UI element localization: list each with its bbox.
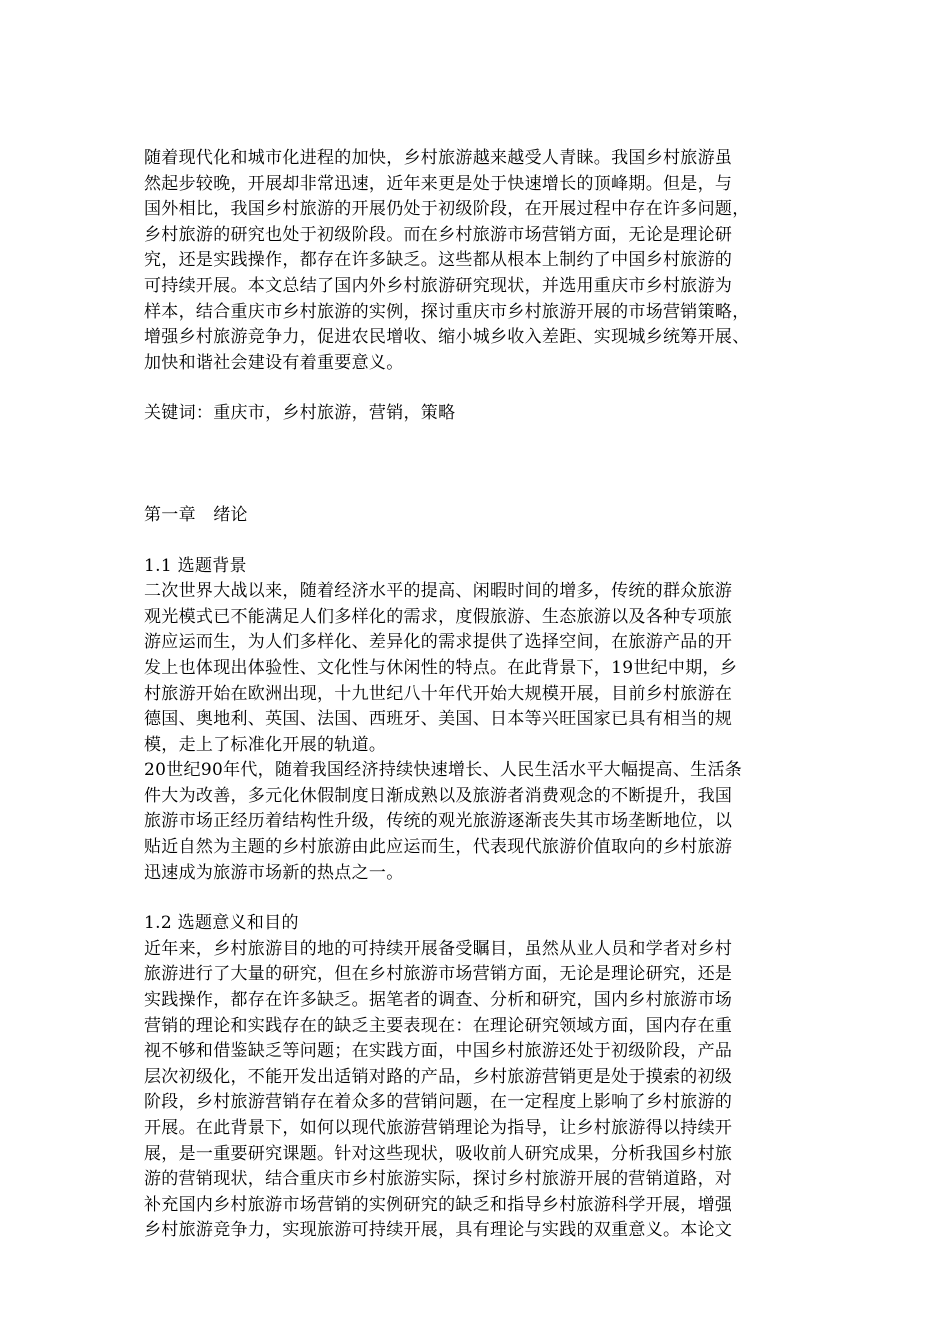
paragraph-line: 贴近自然为主题的乡村旅游由此应运而生，代表现代旅游价值取向的乡村旅游: [144, 837, 733, 858]
paragraph-line: 营销的理论和实践存在的缺乏主要表现在：在理论研究领域方面，国内存在重: [144, 1015, 733, 1036]
paragraph-line: 德国、奥地利、英国、法国、西班牙、美国、日本等兴旺国家已具有相当的规: [144, 709, 733, 730]
paragraph-line: 件大为改善，多元化休假制度日渐成熟以及旅游者消费观念的不断提升，我国: [144, 785, 733, 806]
abstract-line: 随着现代化和城市化进程的加快，乡村旅游越来越受人青睐。我国乡村旅游虽: [144, 148, 733, 168]
paragraph-line: 层次初级化，不能开发出适销对路的产品，乡村旅游营销更是处于摸索的初级: [144, 1066, 733, 1087]
section-1-1-paragraph-1: [144, 579, 812, 758]
paragraph-line: 乡村旅游竞争力，实现旅游可持续开展，具有理论与实践的双重意义。本论文: [144, 1220, 733, 1241]
paragraph-line: 开展。在此背景下，如何以现代旅游营销理论为指导，让乡村旅游得以持续开: [144, 1118, 733, 1138]
paragraph-line: 视不够和借鉴缺乏等问题；在实践方面，中国乡村旅游还处于初级阶段，产品: [144, 1041, 733, 1062]
paragraph-line: 发上也体现出体验性、文化性与休闲性的特点。在此背景下，19世纪中期，乡: [144, 657, 738, 678]
section-1-1-paragraph-2: [144, 758, 812, 886]
paragraph-line: 补充国内乡村旅游市场营销的实例研究的缺乏和指导乡村旅游科学开展，增强: [144, 1194, 733, 1215]
paragraph-line: 观光模式已不能满足人们多样化的需求，度假旅游、生态旅游以及各种专项旅: [144, 606, 733, 627]
paragraph-line: 实践操作，都存在许多缺乏。据笔者的调查、分析和研究，国内乡村旅游市场: [144, 990, 733, 1011]
section-heading-1-1: 1.1 选题背景: [144, 555, 247, 576]
abstract-paragraph: [144, 146, 812, 376]
section-1-2-paragraph: [144, 937, 812, 1244]
paragraph-line: 阶段，乡村旅游营销存在着众多的营销问题，在一定程度上影响了乡村旅游的: [144, 1092, 733, 1113]
paragraph-line: 模，走上了标准化开展的轨道。: [144, 734, 387, 755]
paragraph-line: 迅速成为旅游市场新的热点之一。: [144, 862, 404, 883]
abstract-line: 国外相比，我国乡村旅游的开展仍处于初级阶段，在开展过程中存在许多问题，: [144, 199, 750, 220]
paragraph-line: 旅游市场正经历着结构性升级，传统的观光旅游逐渐丧失其市场垄断地位，以: [144, 811, 733, 832]
paragraph-line: 二次世界大战以来，随着经济水平的提高、闲暇时间的增多，传统的群众旅游: [144, 581, 733, 602]
document-page: [144, 146, 812, 1244]
abstract-line: 可持续开展。本文总结了国内外乡村旅游研究现状，并选用重庆市乡村旅游为: [144, 275, 733, 296]
section-heading-1-2: 1.2 选题意义和目的: [144, 913, 299, 934]
paragraph-line: 展，是一重要研究课题。针对这些现状，吸收前人研究成果，分析我国乡村旅: [144, 1143, 733, 1164]
abstract-line: 然起步较晚，开展却非常迅速，近年来更是处于快速增长的顶峰期。但是，与: [144, 173, 733, 194]
abstract-line: 究，还是实践操作，都存在许多缺乏。这些都从根本上制约了中国乡村旅游的: [144, 250, 733, 271]
chapter-title: 第一章 绪论: [144, 504, 248, 525]
paragraph-line: 旅游进行了大量的研究，但在乡村旅游市场营销方面，无论是理论研究，还是: [144, 964, 733, 985]
paragraph-line: 游应运而生，为人们多样化、差异化的需求提供了选择空间，在旅游产品的开: [144, 632, 733, 653]
abstract-line: 增强乡村旅游竞争力，促进农民增收、缩小城乡收入差距、实现城乡统筹开展、: [144, 327, 750, 348]
abstract-line: 样本，结合重庆市乡村旅游的实例，探讨重庆市乡村旅游开展的市场营销策略，: [144, 301, 750, 322]
paragraph-line: 游的营销现状，结合重庆市乡村旅游实际，探讨乡村旅游开展的营销道路，对: [144, 1169, 733, 1190]
abstract-line: 乡村旅游的研究也处于初级阶段。而在乡村旅游市场营销方面，无论是理论研: [144, 224, 733, 245]
paragraph-line: 村旅游开始在欧洲出现，十九世纪八十年代开始大规模开展，目前乡村旅游在: [144, 683, 733, 704]
paragraph-line: 近年来，乡村旅游目的地的可持续开展备受瞩目，虽然从业人员和学者对乡村: [144, 938, 733, 959]
abstract-line: 加快和谐社会建设有着重要意义。: [144, 352, 404, 373]
keywords: 关键词：重庆市，乡村旅游，营销，策略: [144, 403, 456, 424]
paragraph-line: 20世纪90年代，随着我国经济持续快速增长、人民生活水平大幅提高、生活条: [144, 760, 743, 781]
